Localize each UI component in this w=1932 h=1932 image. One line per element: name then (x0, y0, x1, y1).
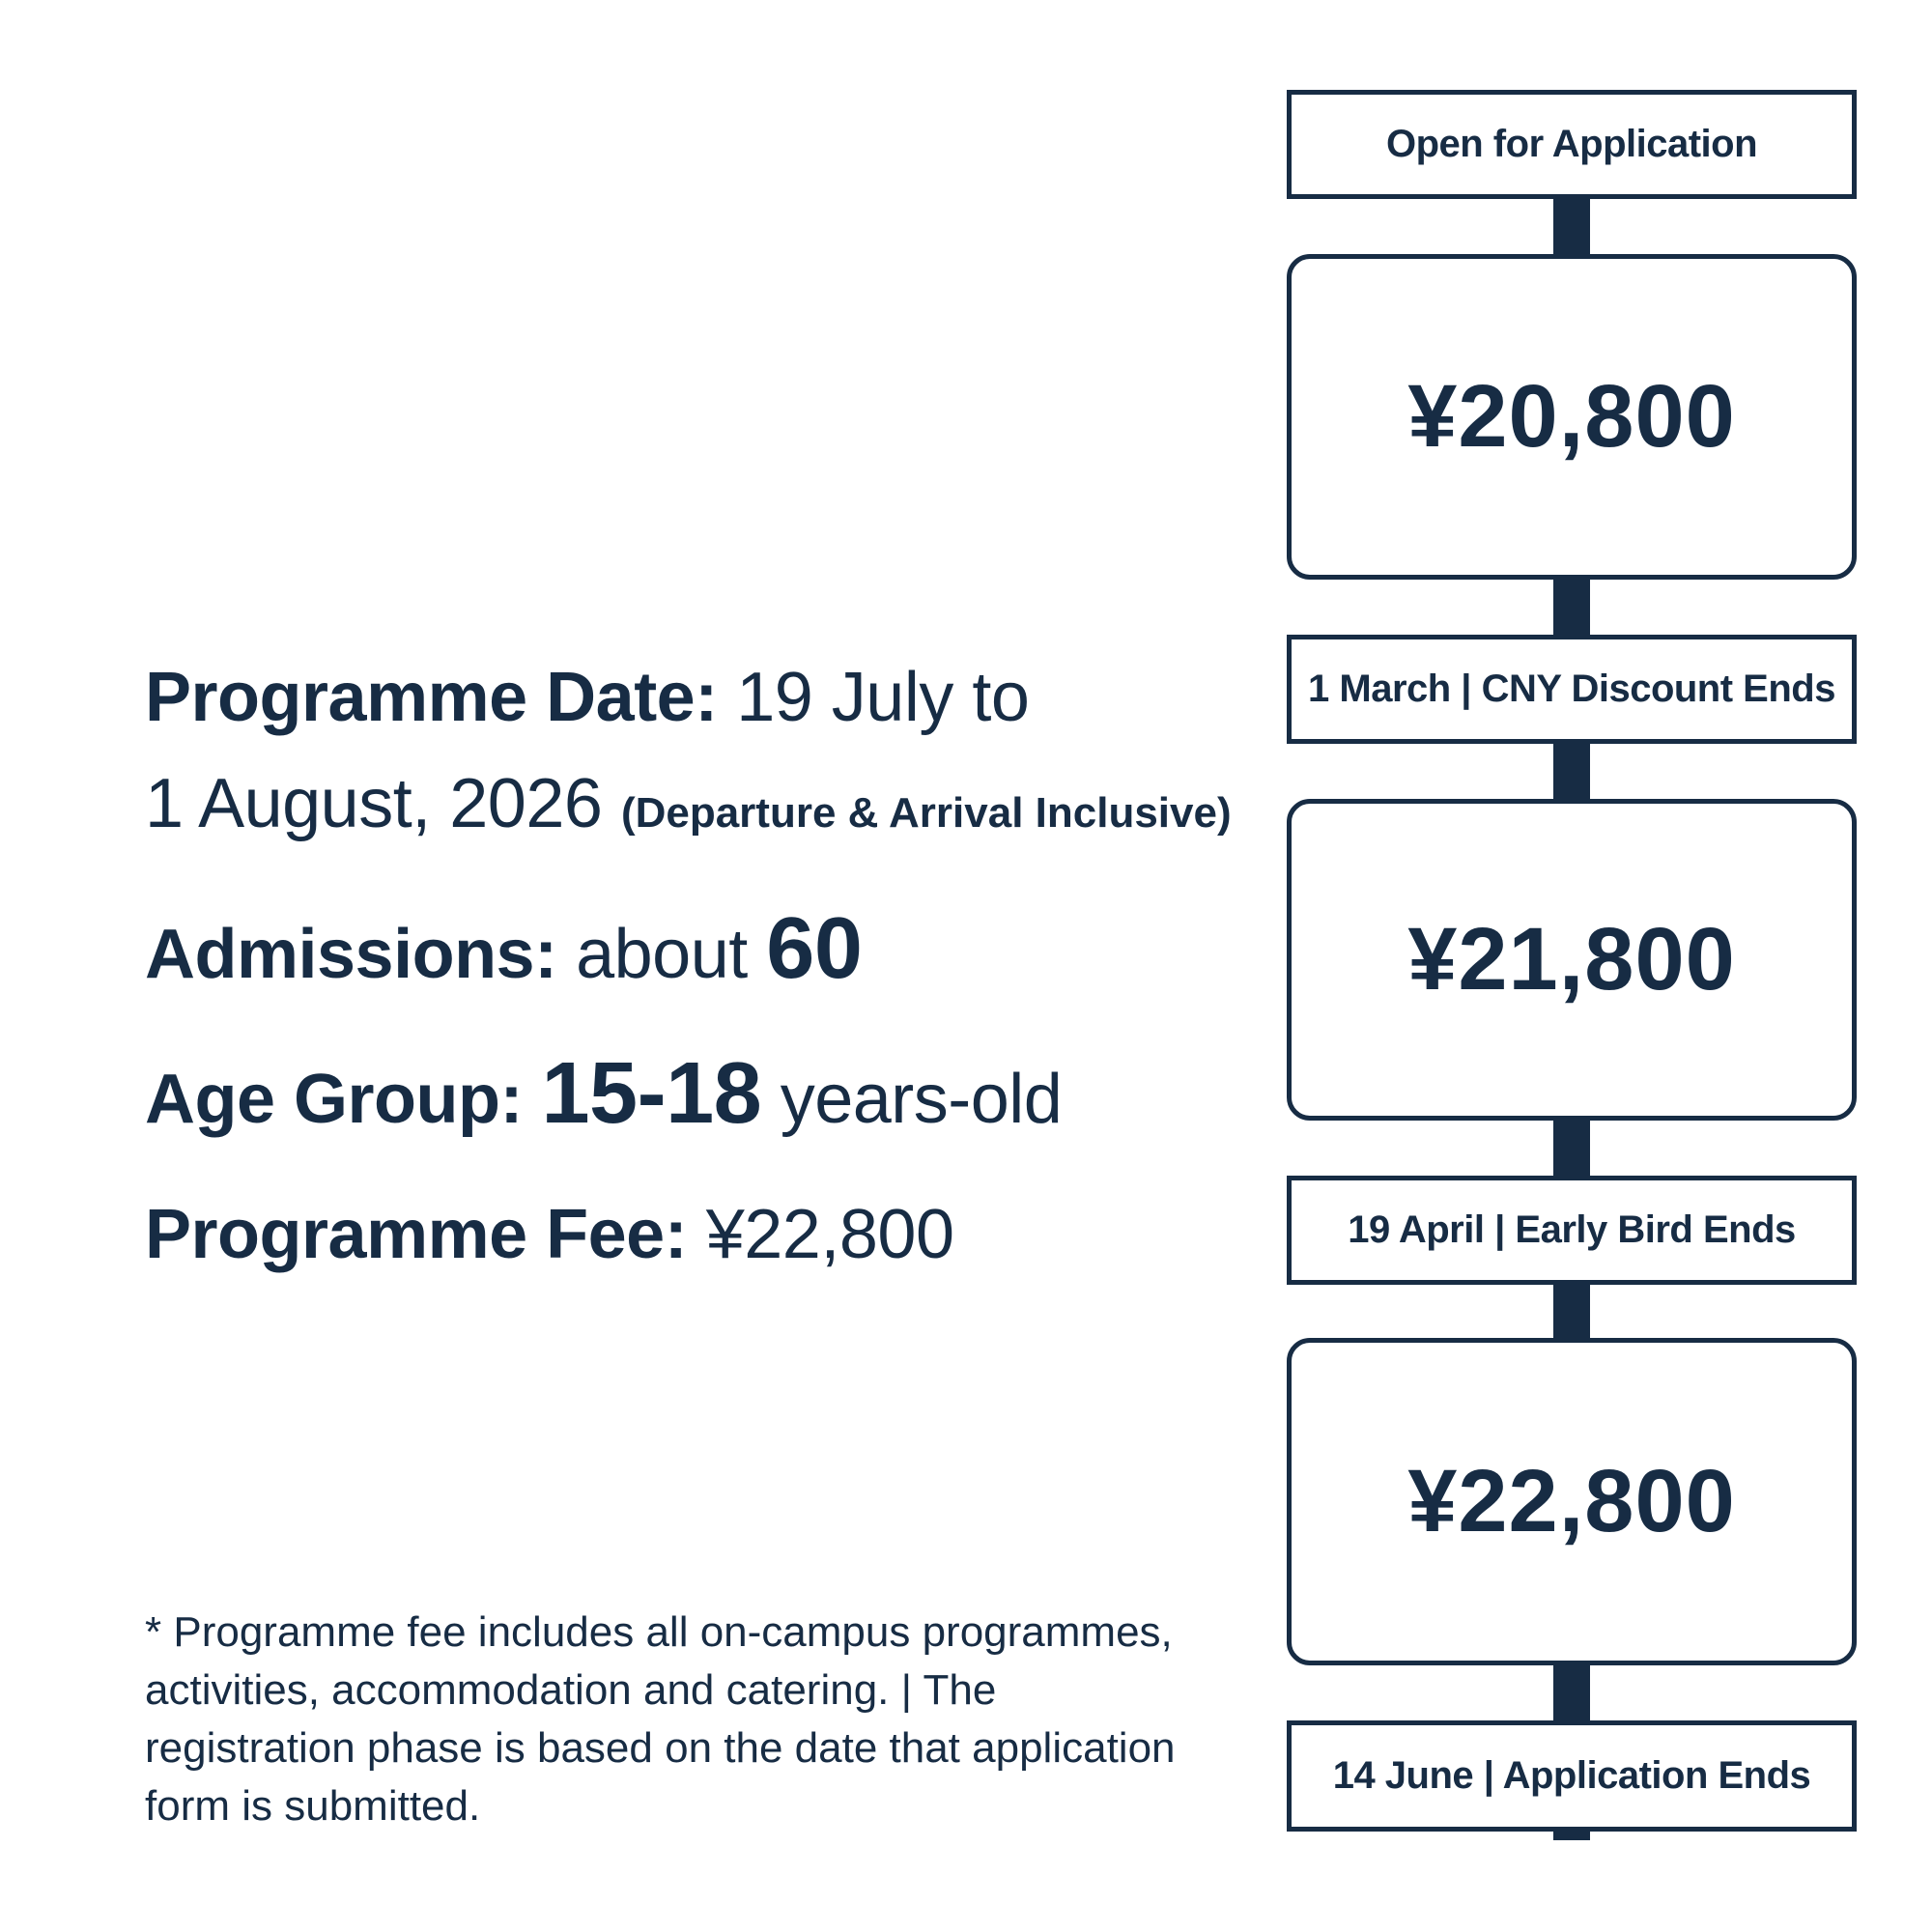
programme-date-value-line2: 1 August, 2026 (145, 765, 603, 842)
milestone-label: 19 April | Early Bird Ends (1348, 1208, 1796, 1251)
age-group-suffix: years-old (780, 1061, 1063, 1138)
programme-date-line2 (145, 750, 1232, 867)
milestone-box-cny-discount-ends (1287, 635, 1857, 744)
age-group-value: 15-18 (541, 1045, 762, 1142)
programme-fee-value: ¥22,800 (705, 1196, 954, 1273)
programme-date-line1 (145, 643, 1029, 752)
programme-fee-line (145, 1180, 953, 1289)
footnote (145, 1604, 1176, 1835)
milestone-box-application-ends (1287, 1720, 1857, 1832)
milestone-label: 1 March | CNY Discount Ends (1308, 668, 1835, 710)
admissions-prefix: about (576, 916, 748, 993)
price-value: ¥22,800 (1407, 1452, 1736, 1550)
price-box-3 (1287, 1338, 1857, 1665)
age-group-label: Age Group: (145, 1061, 523, 1138)
milestone-box-open-for-application (1287, 90, 1857, 199)
programme-date-label: Programme Date: (145, 659, 718, 736)
price-value: ¥20,800 (1407, 367, 1736, 466)
price-box-2 (1287, 799, 1857, 1121)
milestone-box-early-bird-ends (1287, 1176, 1857, 1285)
milestone-label: Open for Application (1385, 123, 1758, 165)
price-box-1 (1287, 254, 1857, 580)
milestone-label: 14 June | Application Ends (1332, 1754, 1811, 1797)
programme-date-note: (Departure & Arrival Inclusive) (620, 789, 1232, 837)
footnote-line-3: registration phase is based on the date that application (145, 1724, 1176, 1772)
footnote-line-1: * Programme fee includes all on-campus programmes, (145, 1608, 1173, 1656)
admissions-line (145, 895, 862, 1009)
admissions-value: 60 (766, 900, 863, 997)
footnote-line-4: form is submitted. (145, 1782, 481, 1830)
programme-date-value-line1: 19 July to (736, 659, 1030, 736)
admissions-label: Admissions: (145, 916, 557, 993)
footnote-line-2: activities, accommodation and catering. | The (145, 1666, 997, 1714)
programme-fee-label: Programme Fee: (145, 1196, 688, 1273)
application-timeline (1287, 90, 1857, 1843)
age-group-line (145, 1039, 1062, 1153)
price-value: ¥21,800 (1407, 910, 1736, 1009)
